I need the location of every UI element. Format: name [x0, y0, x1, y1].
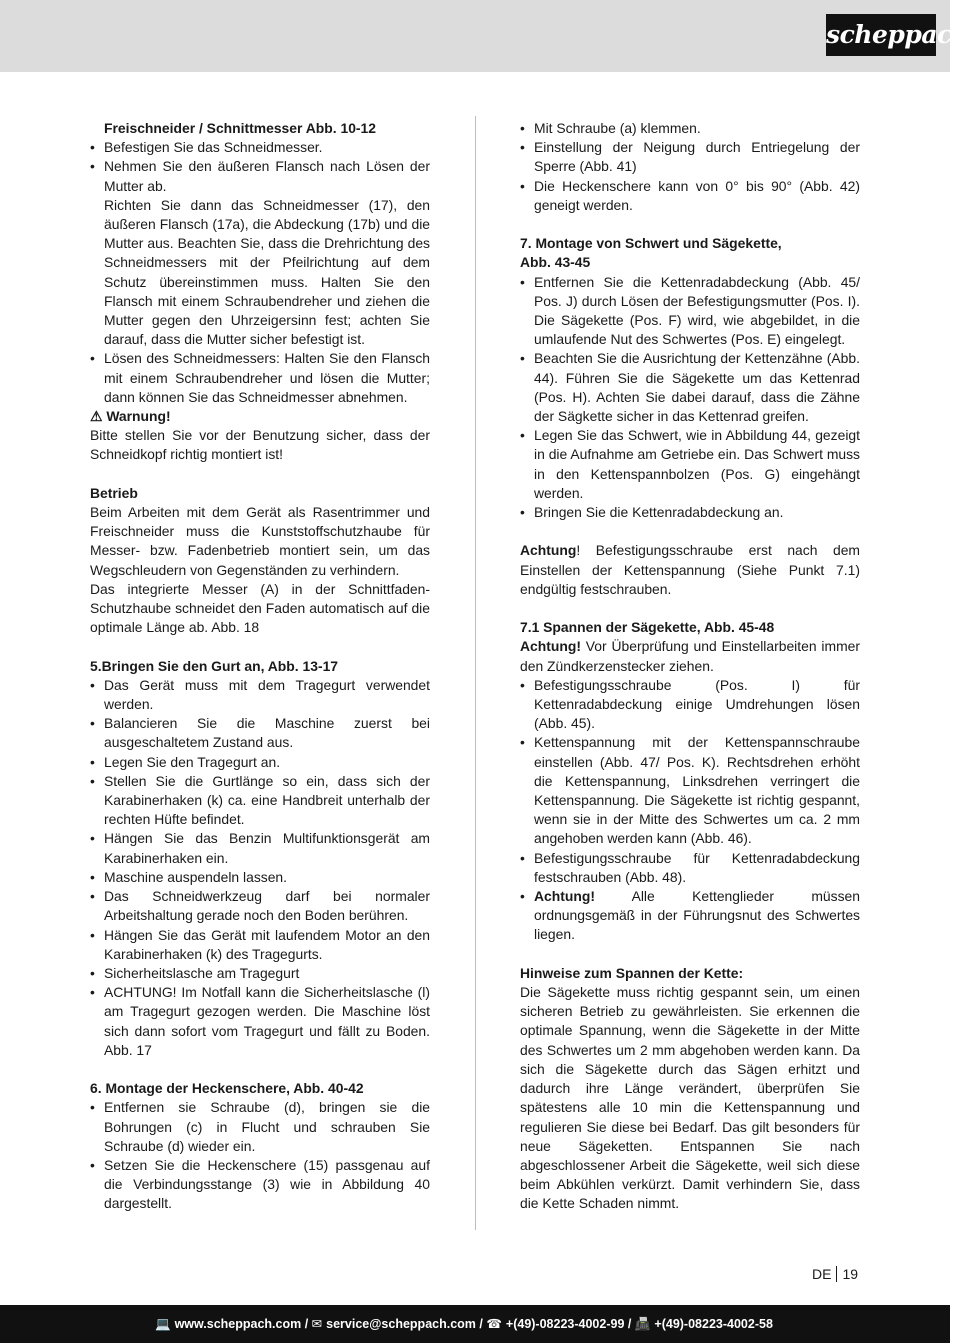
list-item: • Beachten Sie die Ausrichtung der Kettenzähne (Abb. 44). Führen Sie die Sägekette um das Kettenrad (Pos. H). Achten Sie dabei darauf, dass die Zähne der Sägkette sicher in das Kettenrad greifen.	[520, 349, 860, 426]
section-title-line-1: 7. Montage von Schwert und Sägekette,	[520, 235, 782, 252]
section-title-gurt: 5.Bringen Sie den Gurt an, Abb. 13-17	[90, 657, 339, 674]
footer-phone: +(49)-08223-4002-99	[505, 1317, 625, 1331]
list-item-text: Nehmen Sie den äußeren Flansch nach Lösen der Mutter ab.	[104, 158, 430, 194]
list-item: • Befestigungsschraube (Pos. I) für Kettenradabdeckung einige Umdrehungen lösen (Abb. 45).	[520, 676, 860, 734]
list-item: • Entfernen Sie die Kettenradabdeckung (Abb. 45/ Pos. J) durch Lösen der Befestigungsmutter (Pos. I). Die Sägekette (Pos. F) wird, wie abgebildet, in die umlaufende Nut des Schwertes (Pos. E) eingelegt.	[520, 273, 860, 350]
page-number-value: 19	[842, 1266, 859, 1282]
footer-separator: /	[624, 1317, 635, 1331]
page-footer	[0, 1305, 950, 1343]
hinweise-paragraph: Die Sägekette muss richtig gespannt sein, um einen sicheren Betrieb zu gewährleisten. Sie erkennen die optimale Spannung, wenn die Sägekette in der Mitte des Schwertes um 2 mm abgehoben werden kann. Da sich die Sägekette durch das Sägen erhitzt und dadurch ihre Länge verändert, überprüfen Sie spätestens alle 10 min die Kettenspannung und regulieren Sie diese bei Bedarf. Das gilt besonders für neue Sägeketten. Entspannen Sie nach abgeschlossener Arbeit die Sägekette, weil sich diese beim Abkühlen verkürzt. Damit verhindern Sie, dass die Kette Schaden nimmt.	[520, 984, 860, 1212]
footer-separator: /	[475, 1317, 487, 1331]
page-number-separator	[836, 1266, 837, 1282]
list-item: • Legen Sie den Tragegurt an.	[90, 753, 430, 772]
footer-contacts	[155, 1305, 773, 1343]
warning-heading	[90, 407, 430, 426]
list-item: • Bringen Sie die Kettenradabdeckung an.	[520, 503, 860, 522]
mail-icon: ✉	[311, 1317, 323, 1331]
list-item: • Die Heckenschere kann von 0° bis 90° (Abb. 42) geneigt werden.	[520, 177, 860, 215]
list-item: • Sicherheitslasche am Tragegurt	[90, 964, 430, 983]
section-title-line-2	[520, 254, 590, 270]
section-title-betrieb: Betrieb	[90, 484, 138, 501]
list-item: • Stellen Sie die Gurtlänge so ein, dass sich der Karabinerhaken (k) ca. eine Handbreit unterhalb der rechten Hüfte befindet.	[90, 772, 430, 830]
heckenschere-list-continued	[520, 119, 860, 215]
warning-text: Bitte stellen Sie vor der Benutzung sicher, dass der Schneidkopf richtig montiert ist!	[90, 427, 430, 463]
list-item: • Balancieren Sie die Maschine zuerst bei ausgeschaltetem Zustand aus.	[90, 714, 430, 752]
list-item: • Legen Sie das Schwert, wie in Abbildung 44, gezeigt in die Aufnahme am Getriebe ein. Das Schwert muss in den Kettenspannbolzen (Pos. G) eingehängt werden.	[520, 426, 860, 503]
betrieb-paragraph-2: Das integrierte Messer (A) in der Schnittfaden-Schutzhaube schneidet den Faden automatisch auf die optimale Länge ab. Abb. 18	[90, 580, 430, 636]
phone-icon: ☎	[486, 1317, 502, 1331]
footer-separator: /	[301, 1317, 312, 1331]
freischneider-list	[90, 138, 430, 407]
footer-website[interactable]: www.scheppach.com	[174, 1317, 302, 1331]
list-item	[520, 887, 860, 945]
language-code: DE	[812, 1266, 832, 1282]
list-item: • Einstellung der Neigung durch Entriegelung der Sperre (Abb. 41)	[520, 138, 860, 176]
fax-icon: 📠	[634, 1317, 651, 1331]
list-item: • Hängen Sie das Gerät mit laufendem Motor an den Karabinerhaken (k) des Tragegurts.	[90, 926, 430, 964]
column-divider	[475, 116, 476, 1230]
page-header	[0, 0, 969, 72]
section-title-hinweise: Hinweise zum Spannen der Kette:	[520, 964, 744, 981]
warning-title: Warnung!	[106, 408, 171, 425]
scheppach-logo: scheppach	[826, 14, 936, 56]
achtung-text: ! Befestigungsschraube erst nach dem Einstellen der Kettenspannung (Siehe Punkt 7.1) endgültig festschrauben.	[520, 542, 860, 597]
list-item: • Setzen Sie die Heckenschere (15) passgenau auf die Verbindungsstange (3) wie in Abbildung 40 dargestellt.	[90, 1156, 430, 1214]
achtung-label: Achtung	[520, 542, 577, 559]
section-title-figures: Abb. 43-45	[520, 254, 591, 271]
spannen-list	[520, 676, 860, 945]
list-item: • Das Gerät muss mit dem Tragegurt verwendet werden.	[90, 676, 430, 714]
right-column	[520, 119, 860, 1214]
warning-icon: ⚠	[90, 408, 103, 425]
section-title-spannen: 7.1 Spannen der Sägekette, Abb. 45-48	[520, 619, 775, 636]
schwert-list	[520, 273, 860, 523]
list-item: • Befestigungsschraube für Kettenradabdeckung festschrauben (Abb. 48).	[520, 849, 860, 887]
page-number	[812, 1264, 858, 1284]
spannen-achtung-text: Vor Überprüfung und Einstellarbeiten immer den Zündkerzenstecker ziehen.	[520, 638, 860, 674]
list-item: • Entfernen sie Schraube (d), bringen sie die Bohrungen (c) in Flucht und schrauben Sie Schraube (d) wieder ein.	[90, 1098, 430, 1156]
list-item	[90, 157, 430, 349]
list-item: • Das Schneidwerkzeug darf bei normaler Arbeitshaltung gerade noch den Boden berühren.	[90, 887, 430, 925]
list-item-label: Achtung!	[534, 888, 595, 905]
left-column	[90, 119, 430, 1214]
section-title-schwert	[520, 234, 860, 272]
footer-fax: +(49)-08223-4002-58	[654, 1317, 773, 1331]
list-item: • Mit Schraube (a) klemmen.	[520, 119, 860, 138]
list-item-continuation: Richten Sie dann das Schneidmesser (17), den äußeren Flansch (17a), die Abdeckung (17b) und die Mutter aus. Beachten Sie, dass die Drehrichtung des Schneidmessers mit der Pfeilrichtung auf dem Schutz übereinstimmen muss. Halten Sie den Flansch mit einem Schraubendreher und ziehen die Mutter gegen den Uhrzeigersinn fest; achten Sie darauf, dass die Mutter sicher befestigt ist.	[104, 196, 430, 348]
heckenschere-list	[90, 1098, 430, 1213]
footer-email[interactable]: service@scheppach.com	[326, 1317, 476, 1331]
list-item: • ACHTUNG! Im Notfall kann die Sicherheitslasche (l) am Tragegurt gezogen werden. Die Maschine löst sich dann sofort vom Tragegurt und fällt zu Boden. Abb. 17	[90, 983, 430, 1060]
list-item-text: Alle Kettenglieder müssen ordnungsgemäß in der Führungsnut des Schwertes liegen.	[534, 888, 860, 943]
list-item: • Befestigen Sie das Schneidmesser.	[90, 138, 430, 157]
section-title-heckenschere: 6. Montage der Heckenschere, Abb. 40-42	[90, 1080, 364, 1097]
list-item: • Hängen Sie das Benzin Multifunktionsgerät am Karabinerhaken ein.	[90, 829, 430, 867]
list-item: • Lösen des Schneidmessers: Halten Sie den Flansch mit einem Schraubendreher und lösen die Mutter; dann können Sie das Schneidmesser abnehmen.	[90, 349, 430, 407]
computer-icon: 💻	[155, 1317, 171, 1331]
spannen-achtung-label: Achtung!	[520, 638, 581, 655]
list-item: • Maschine auspendeln lassen.	[90, 868, 430, 887]
gurt-list	[90, 676, 430, 1060]
list-item: • Kettenspannung mit der Kettenspannschraube einstellen (Abb. 47/ Pos. K). Rechtsdrehen erhöht die Kettenspannung, Linksdrehen verringert die Kettenspannung. Die Sägekette ist richtig gespannt, wenn sie in der Mitte des Schwertes um ca. 2 mm angehoben werden kann (Abb. 46).	[520, 733, 860, 848]
betrieb-paragraph-1: Beim Arbeiten mit dem Gerät als Rasentrimmer und Freischneider muss die Kunststoffschutzhaube für Messer- bzw. Fadenbetrieb montiert sein, um das Wegschleudern von Gegenständen zu verhindern.	[90, 504, 430, 578]
section-title-freischneider: Freischneider / Schnittmesser Abb. 10-12	[104, 120, 376, 136]
achtung-note	[520, 541, 860, 599]
spannen-achtung	[520, 637, 860, 675]
